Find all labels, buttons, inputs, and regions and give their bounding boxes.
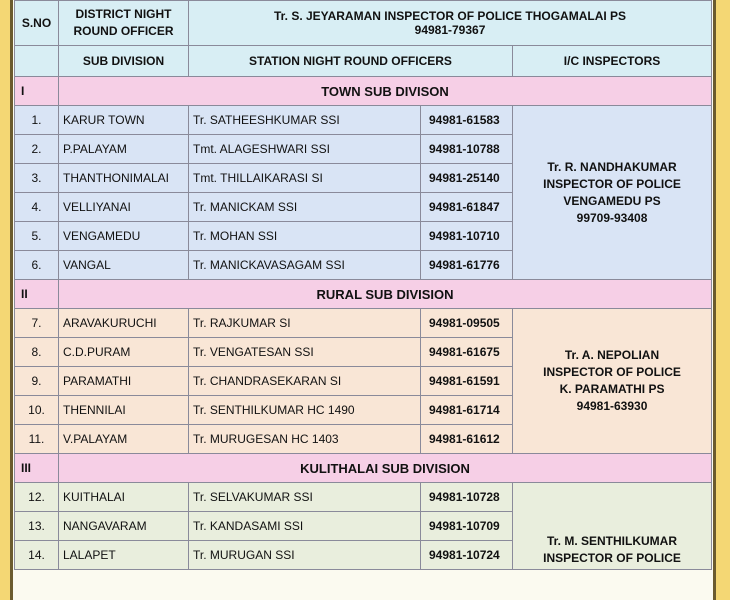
blank-header bbox=[15, 46, 59, 77]
officer-phone: 94981-61591 bbox=[421, 367, 513, 396]
station-name: THENNILAI bbox=[59, 396, 189, 425]
section-header-row bbox=[15, 454, 712, 483]
row-sno: 11. bbox=[15, 425, 59, 454]
inspector-line: 99709-93408 bbox=[576, 210, 648, 225]
table-row bbox=[15, 106, 712, 135]
station-name: VENGAMEDU bbox=[59, 222, 189, 251]
station-name: C.D.PURAM bbox=[59, 338, 189, 367]
row-sno: 1. bbox=[15, 106, 59, 135]
section-title: KULITHALAI SUB DIVISION bbox=[59, 454, 712, 483]
officer-phone: 94981-61847 bbox=[421, 193, 513, 222]
inspector-line: INSPECTOR OF POLICE bbox=[543, 365, 681, 379]
officer-name: Tr. SELVAKUMAR SSI bbox=[189, 483, 421, 512]
station-name: V.PALAYAM bbox=[59, 425, 189, 454]
officer-name: Tr. SENTHILKUMAR HC 1490 bbox=[189, 396, 421, 425]
district-officer-name: Tr. S. JEYARAMAN INSPECTOR OF POLICE THOGAMALAI PS bbox=[273, 9, 627, 23]
officer-phone: 94981-10709 bbox=[421, 512, 513, 541]
district-officer-cell bbox=[189, 1, 712, 46]
table-row bbox=[15, 309, 712, 338]
station-name: LALAPET bbox=[59, 541, 189, 570]
officer-name: Tr. MOHAN SSI bbox=[189, 222, 421, 251]
officers-header: STATION NIGHT ROUND OFFICERS bbox=[189, 46, 513, 77]
officer-name: Tr. MANICKAVASAGAM SSI bbox=[189, 251, 421, 280]
station-name: VELLIYANAI bbox=[59, 193, 189, 222]
row-sno: 10. bbox=[15, 396, 59, 425]
officer-name: Tr. MANICKAM SSI bbox=[189, 193, 421, 222]
section-header-row bbox=[15, 280, 712, 309]
header-row-2 bbox=[15, 46, 712, 77]
station-name: ARAVAKURUCHI bbox=[59, 309, 189, 338]
inspectors-header: I/C INSPECTORS bbox=[513, 46, 712, 77]
officer-name: Tmt. THILLAIKARASI SI bbox=[189, 164, 421, 193]
officer-phone: 94981-10728 bbox=[421, 483, 513, 512]
section-number: II bbox=[15, 280, 59, 309]
inspector-line: VENGAMEDU PS bbox=[563, 193, 661, 208]
officer-name: Tr. MURUGAN SSI bbox=[189, 541, 421, 570]
officer-name: Tr. VENGATESAN SSI bbox=[189, 338, 421, 367]
inspector-line: INSPECTOR OF POLICE bbox=[543, 551, 681, 565]
district-officer-phone: 94981-79367 bbox=[414, 23, 486, 37]
row-sno: 13. bbox=[15, 512, 59, 541]
station-name: PARAMATHI bbox=[59, 367, 189, 396]
night-round-table bbox=[14, 0, 712, 570]
officer-phone: 94981-25140 bbox=[421, 164, 513, 193]
row-sno: 2. bbox=[15, 135, 59, 164]
station-name: KARUR TOWN bbox=[59, 106, 189, 135]
district-officer-label: DISTRICT NIGHT ROUND OFFICER bbox=[59, 1, 189, 46]
section-title: TOWN SUB DIVISON bbox=[59, 77, 712, 106]
officer-name: Tr. CHANDRASEKARAN SI bbox=[189, 367, 421, 396]
row-sno: 6. bbox=[15, 251, 59, 280]
inspector-cell bbox=[513, 483, 712, 570]
row-sno: 9. bbox=[15, 367, 59, 396]
row-sno: 14. bbox=[15, 541, 59, 570]
station-name: VANGAL bbox=[59, 251, 189, 280]
row-sno: 8. bbox=[15, 338, 59, 367]
inspector-line: 94981-63930 bbox=[576, 399, 648, 413]
inspector-line: Tr. A. NEPOLIAN bbox=[564, 348, 660, 362]
officer-phone: 94981-61675 bbox=[421, 338, 513, 367]
station-name: THANTHONIMALAI bbox=[59, 164, 189, 193]
inspector-line: Tr. M. SENTHILKUMAR bbox=[547, 534, 678, 548]
station-name: P.PALAYAM bbox=[59, 135, 189, 164]
station-name: KUITHALAI bbox=[59, 483, 189, 512]
inspector-line: Tr. R. NANDHAKUMAR bbox=[547, 159, 677, 174]
row-sno: 5. bbox=[15, 222, 59, 251]
row-sno: 7. bbox=[15, 309, 59, 338]
inspector-line: K. PARAMATHI PS bbox=[559, 382, 665, 396]
row-sno: 3. bbox=[15, 164, 59, 193]
officer-name: Tr. MURUGESAN HC 1403 bbox=[189, 425, 421, 454]
officer-phone: 94981-09505 bbox=[421, 309, 513, 338]
table-row bbox=[15, 483, 712, 512]
officer-name: Tr. RAJKUMAR SI bbox=[189, 309, 421, 338]
officer-phone: 94981-61776 bbox=[421, 251, 513, 280]
header-row-1 bbox=[15, 1, 712, 46]
section-title: RURAL SUB DIVISION bbox=[59, 280, 712, 309]
officer-phone: 94981-10710 bbox=[421, 222, 513, 251]
subdivision-header: SUB DIVISION bbox=[59, 46, 189, 77]
officer-phone: 94981-61583 bbox=[421, 106, 513, 135]
officer-phone: 94981-61714 bbox=[421, 396, 513, 425]
section-header-row bbox=[15, 77, 712, 106]
row-sno: 12. bbox=[15, 483, 59, 512]
section-number: I bbox=[15, 77, 59, 106]
inspector-cell bbox=[513, 309, 712, 454]
officer-name: Tr. SATHEESHKUMAR SSI bbox=[189, 106, 421, 135]
officer-name: Tmt. ALAGESHWARI SSI bbox=[189, 135, 421, 164]
officer-phone: 94981-61612 bbox=[421, 425, 513, 454]
officer-phone: 94981-10788 bbox=[421, 135, 513, 164]
sno-header: S.NO bbox=[15, 1, 59, 46]
officer-name: Tr. KANDASAMI SSI bbox=[189, 512, 421, 541]
inspector-line: INSPECTOR OF POLICE bbox=[543, 176, 681, 191]
officer-phone: 94981-10724 bbox=[421, 541, 513, 570]
inspector-cell bbox=[513, 106, 712, 280]
row-sno: 4. bbox=[15, 193, 59, 222]
section-number: III bbox=[15, 454, 59, 483]
station-name: NANGAVARAM bbox=[59, 512, 189, 541]
